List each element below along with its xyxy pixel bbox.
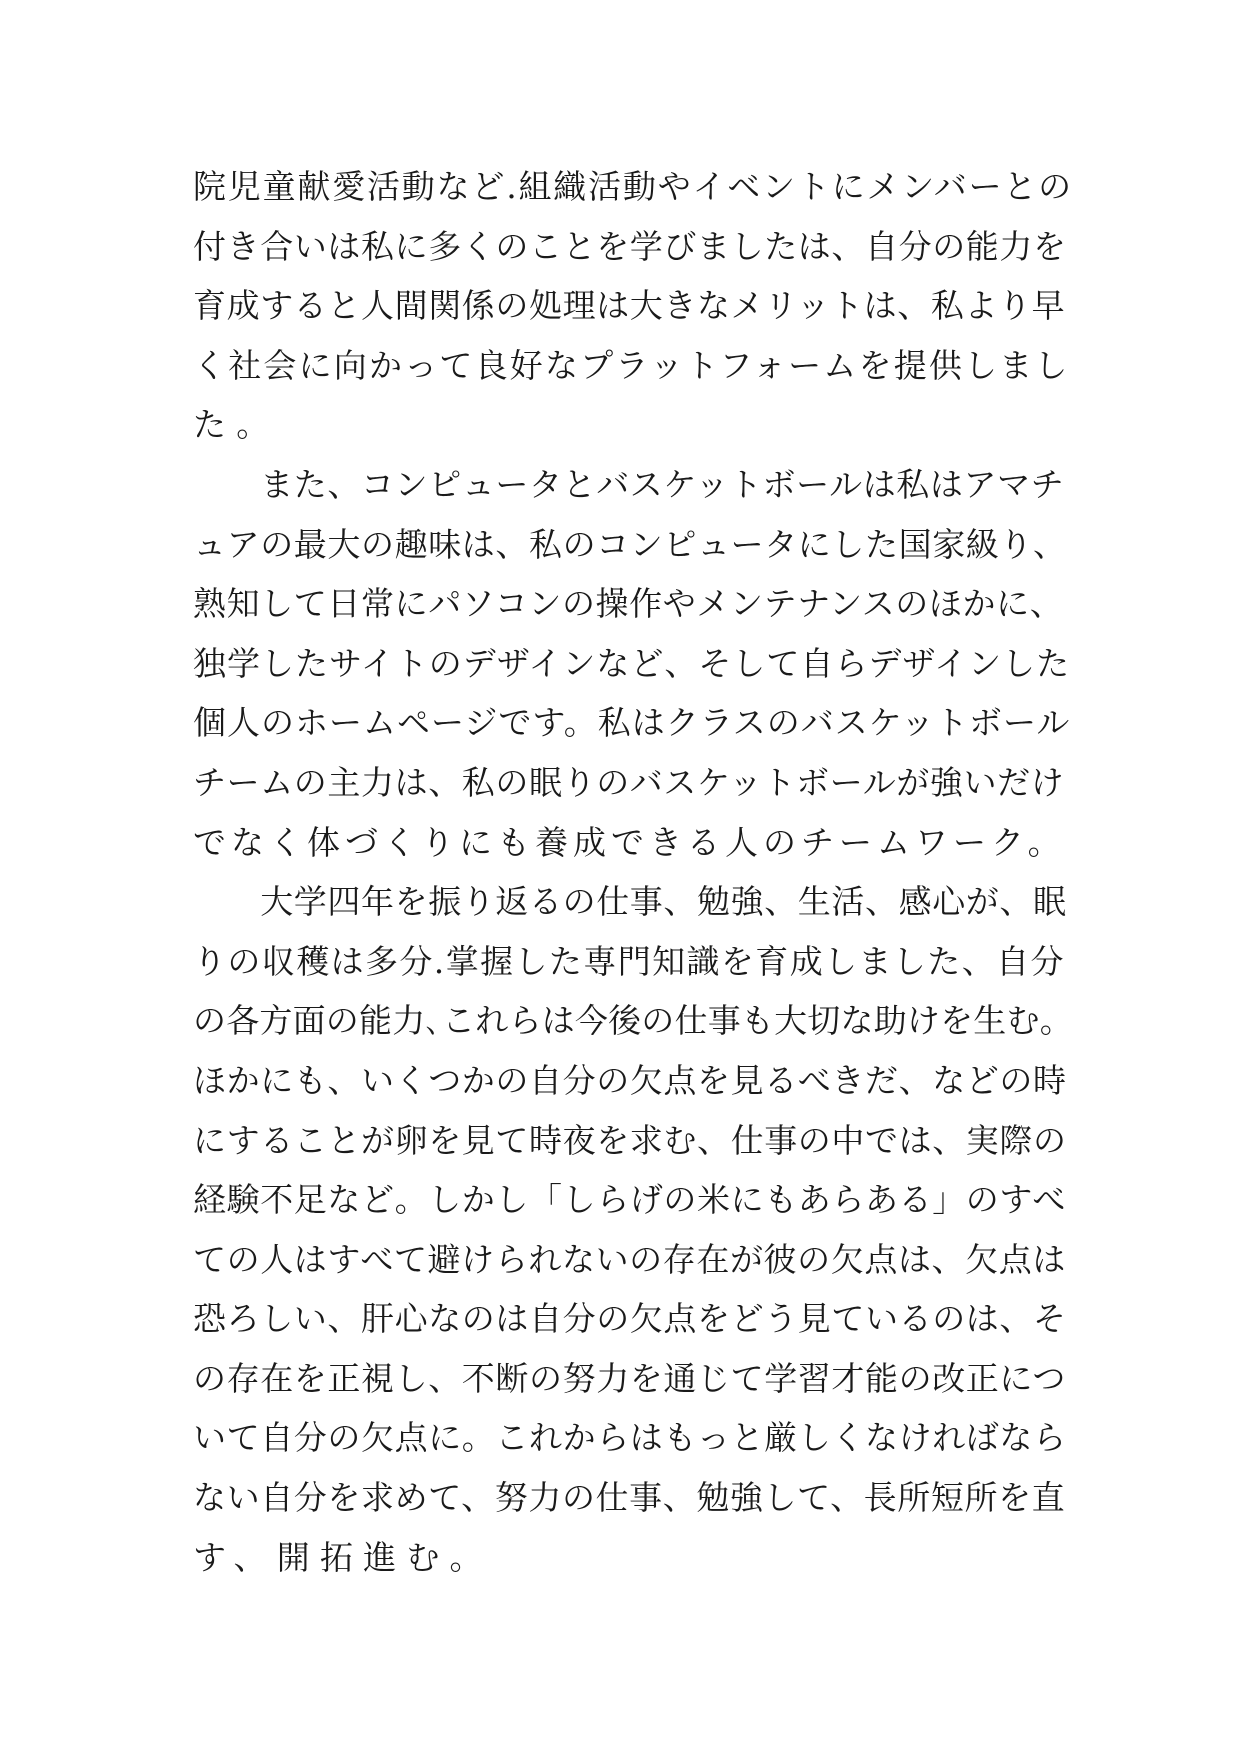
text-line: 大学四年を振り返るの仕事、勉強、生活、感心が、眠 [193, 882, 1067, 922]
text-line: いて自分の欠点に。これからはもっと厳しくなければなら [193, 1418, 1067, 1458]
text-line: 付き合いは私に多くのことを学びましたは、自分の能力を [193, 226, 1067, 266]
text-line: にすることが卵を見て時夜を求む、仕事の中では、実際の [193, 1120, 1067, 1160]
text-line: の各方面の能力､これらは今後の仕事も大切な助けを生む。 [193, 1001, 1073, 1041]
text-line: りの収穫は多分.掌握した専門知識を育成しました、自分 [193, 941, 1065, 981]
text-line: また、コンピュータとバスケットボールは私はアマチ [193, 464, 1065, 504]
text-line: でなく体づくりにも養成できる人のチームワーク。 [193, 822, 1066, 862]
text-line: ュアの最大の趣味は、私のコンピュータにした国家級り、 [193, 524, 1067, 564]
text-line: く社会に向かって良好なプラットフォームを提供しまし [193, 345, 1070, 385]
text-line: 経験不足など。しかし「しらげの米にもあらある」のすべ [193, 1180, 1066, 1220]
text-line: 恐ろしい、肝心なのは自分の欠点をどう見ているのは、そ [193, 1299, 1067, 1339]
text-line: の存在を正視し、不断の努力を通じて学習才能の改正につ [193, 1358, 1066, 1398]
text-line: 熟知して日常にパソコンの操作やメンテナンスのほかに、 [193, 584, 1064, 624]
text-line: 独学したサイトのデザインなど、そして自らデザインした [193, 643, 1071, 683]
text-line: 個人のホームページです。私はクラスのバスケットボール [193, 703, 1071, 743]
text-line: 院児童献愛活動など.組織活動やイベントにメンバーとの [193, 167, 1073, 206]
text-line: ての人はすべて避けられないの存在が彼の欠点は、欠点は [193, 1239, 1066, 1279]
text-line: チームの主力は、私の眠りのバスケットボールが強いだけ [193, 762, 1065, 802]
text-line: た。 [193, 405, 280, 445]
text-line: ほかにも、いくつかの自分の欠点を見るべきだ、などの時 [193, 1060, 1067, 1100]
text-line: 育成すると人間関係の処理は大きなメリットは、私より早 [193, 286, 1066, 326]
text-line: す、開拓進む。 [193, 1537, 493, 1577]
text-line: ない自分を求めて、努力の仕事、勉強して、長所短所を直 [193, 1478, 1066, 1518]
body-text [193, 157, 1073, 1587]
